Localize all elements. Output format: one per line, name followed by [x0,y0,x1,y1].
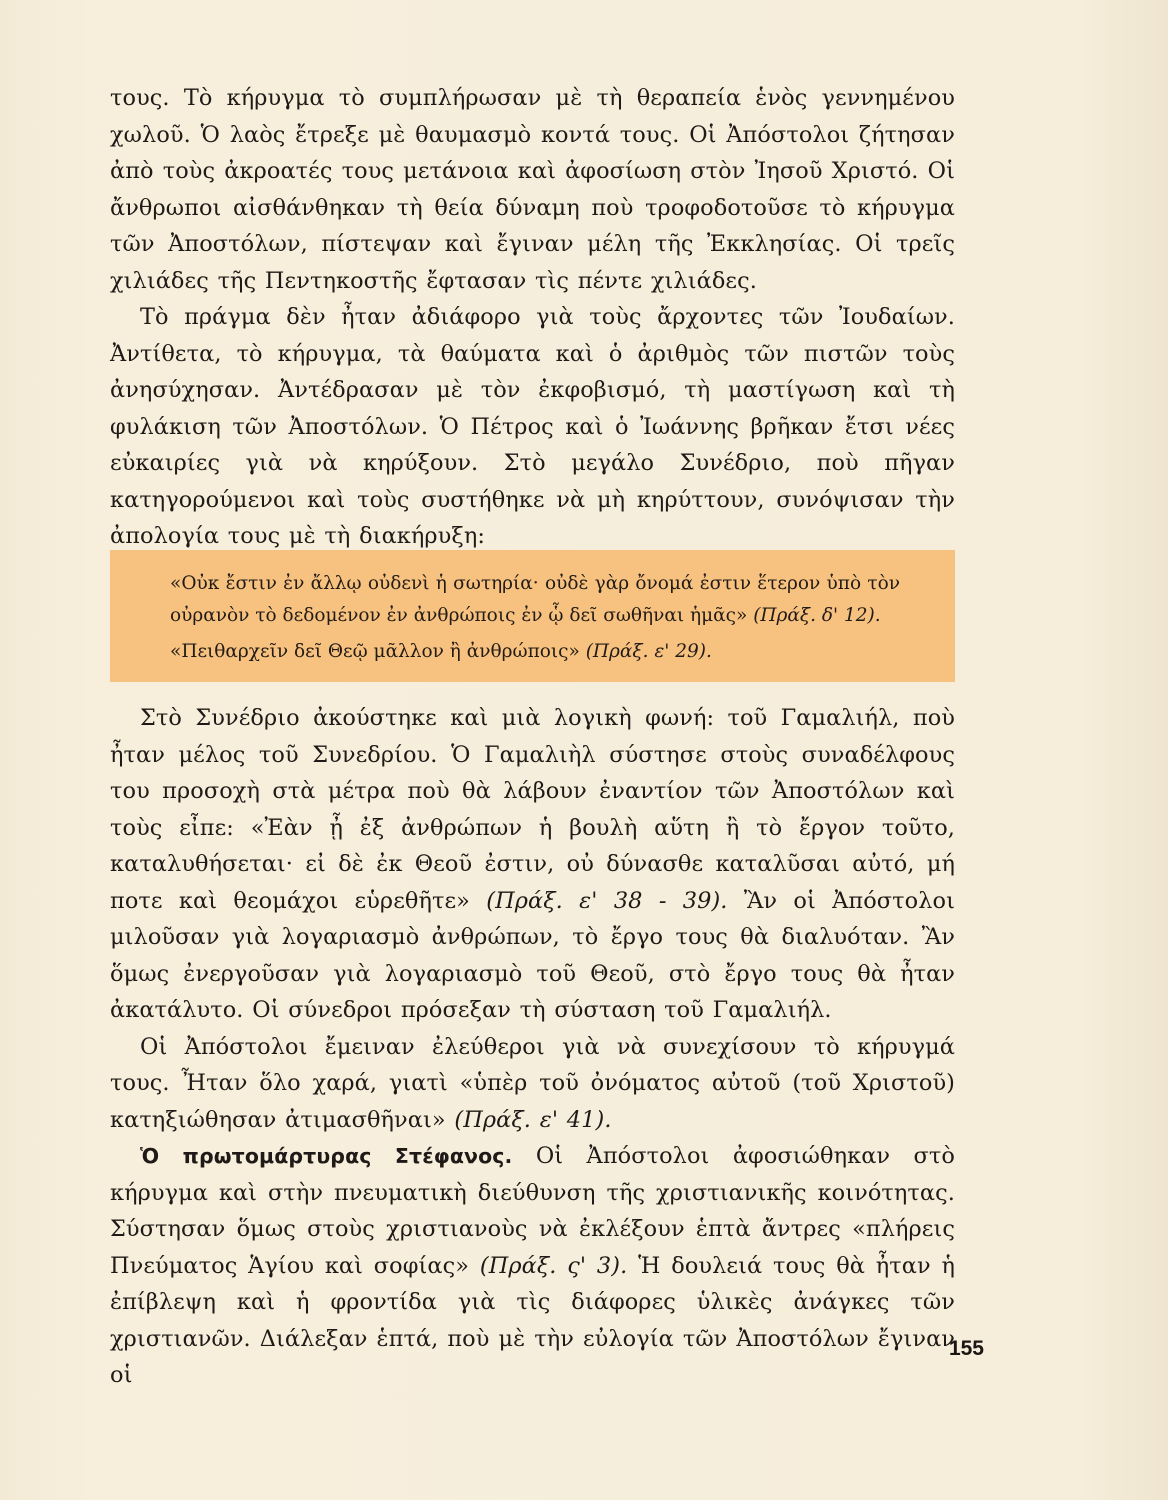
paragraph-text: Οἱ Ἀπόστολοι ἔμειναν ἐλεύθεροι γιὰ νὰ συνεχίσουν τὸ κήρυγμά τους. Ἦταν ὅλο χαρά, γιατὶ «ὑπὲρ τοῦ ὀνόματος αὐτοῦ (τοῦ Χριστοῦ) κατηξιώθησαν ἀτιμασθῆναι» [110,1033,955,1133]
paragraph-text: Ἡ δουλειά τους θὰ ἦταν ἡ ἐπίβλεψη καὶ ἡ φροντίδα γιὰ τὶς διάφορες ὑλικὲς ἀνάγκες τῶν χριστιανῶν. Διάλεξαν ἑπτά, ποὺ μὲ τὴν εὐλογία τῶν Ἀποστόλων ἔγιναν οἱ [110,1252,956,1388]
bottom-text-block [110,700,955,1394]
scripture-reference: (Πράξ. ς' 3). [479,1252,628,1279]
page-number: 155 [948,1337,984,1360]
quote-reference: (Πράξ. δ' 12). [753,605,881,626]
paragraph-continuation: τους. Τὸ κήρυγμα τὸ συμπλήρωσαν μὲ τὴ θεραπεία ἑνὸς γεννημένου χωλοῦ. Ὁ λαὸς ἔτρεξε μὲ θαυμασμὸ κοντά τους. Οἱ Ἀπόστολοι ζήτησαν ἀπὸ τοὺς ἀκροατές τους μετάνοια καὶ ἀφοσίωση στὸν Ἰησοῦ Χριστό. Οἱ ἄνθρωποι αἰσθάνθηκαν τὴ θεία δύναμη ποὺ τροφοδοτοῦσε τὸ κήρυγμα τῶν Ἀποστόλων, πίστεψαν καὶ ἔγιναν μέλη τῆς Ἐκκλησίας. Οἱ τρεῖς χιλιάδες τῆς Πεντηκοστῆς ἔφτασαν τὶς πέντε χιλιάδες. [110,85,955,294]
paragraph-text: Οἱ Ἀπόστολοι ἀφοσιώθηκαν στὸ κήρυγμα καὶ στὴν πνευματικὴ διεύθυνση τῆς χριστιανικῆς κοινότητας. Σύστησαν ὅμως στοὺς χριστιανοὺς νὰ ἐκλέξουν ἑπτὰ ἄντρες «πλήρεις Πνεύματος Ἁγίου καὶ σοφίας» [110,1143,955,1279]
paragraph-stephen [110,1138,955,1394]
quote-acts-5-29 [170,636,900,668]
quote-acts-4-12 [170,568,900,632]
quote-reference: (Πράξ. ε' 29). [585,641,712,662]
scripture-quote-box [110,550,955,682]
quote-text: «Οὐκ ἔστιν ἐν ἄλλῳ οὐδενὶ ἡ σωτηρία· οὐδὲ γὰρ ὄνομά ἐστιν ἕτερον ὑπὸ τὸν οὐρανὸν τὸ δεδομένον ἐν ἀνθρώποις ἐν ᾧ δεῖ σωθῆναι ἡμᾶς» [170,573,900,626]
quote-text: «Πειθαρχεῖν δεῖ Θεῷ μᾶλλον ἢ ἀνθρώποις» [170,641,580,662]
paragraph-text: Στὸ Συνέδριο ἀκούστηκε καὶ μιὰ λογικὴ φωνή: τοῦ Γαμαλιήλ, ποὺ ἦταν μέλος τοῦ Συνεδρίου. Ὁ Γαμαλιὴλ σύστησε στοὺς συναδέλφους του προσοχὴ στὰ μέτρα ποὺ θὰ λάβουν ἐναντίον τῶν Ἀποστόλων καὶ τοὺς εἶπε: «Ἐὰν ᾖ ἐξ ἀνθρώπων ἡ βουλὴ αὕτη ἢ τὸ ἔργον τοῦτο, καταλυθήσεται· εἰ δὲ ἐκ Θεοῦ ἐστιν, οὐ δύνασθε καταλῦσαι αὐτό, μή ποτε καὶ θεομάχοι εὑρεθῆτε» [110,705,955,914]
paragraph-apostles-free [110,1029,955,1139]
section-heading: Ὁ πρωτομάρτυρας Στέφανος. [140,1144,513,1168]
top-text-block [110,80,955,555]
scripture-reference: (Πράξ. ε' 41). [454,1106,612,1133]
paragraph-gamaliel [110,700,955,1029]
paragraph-text: Ἂν οἱ Ἀπόστολοι μιλοῦσαν γιὰ λογαριασμὸ ἀνθρώπων, τὸ ἔργο τους θὰ διαλυόταν. Ἂν ὅμως ἐνεργοῦσαν γιὰ λογαριασμὸ τοῦ Θεοῦ, στὸ ἔργο τους θὰ ἦταν ἀκατάλυτο. Οἱ σύνεδροι πρόσεξαν τὴ σύσταση τοῦ Γαμαλιήλ. [110,887,956,1023]
paragraph-archontes: Τὸ πράγμα δὲν ἦταν ἀδιάφορο γιὰ τοὺς ἄρχοντες τῶν Ἰουδαίων. Ἀντίθετα, τὸ κήρυγμα, τὰ θαύματα καὶ ὁ ἀριθμὸς τῶν πιστῶν τοὺς ἀνησύχησαν. Ἀντέδρασαν μὲ τὸν ἐκφοβισμό, τὴ μαστίγωση καὶ τὴ φυλάκιση τῶν Ἀποστόλων. Ὁ Πέτρος καὶ ὁ Ἰωάννης βρῆκαν ἔτσι νέες εὐκαιρίες γιὰ νὰ κηρύξουν. Στὸ μεγάλο Συνέδριο, ποὺ πῆγαν κατηγορούμενοι καὶ τοὺς συστήθηκε νὰ μὴ κηρύττουν, συνόψισαν τὴν ἀπολογία τους μὲ τὴ διακήρυξη: [110,304,955,549]
scripture-reference: (Πράξ. ε' 38 - 39). [486,887,728,914]
